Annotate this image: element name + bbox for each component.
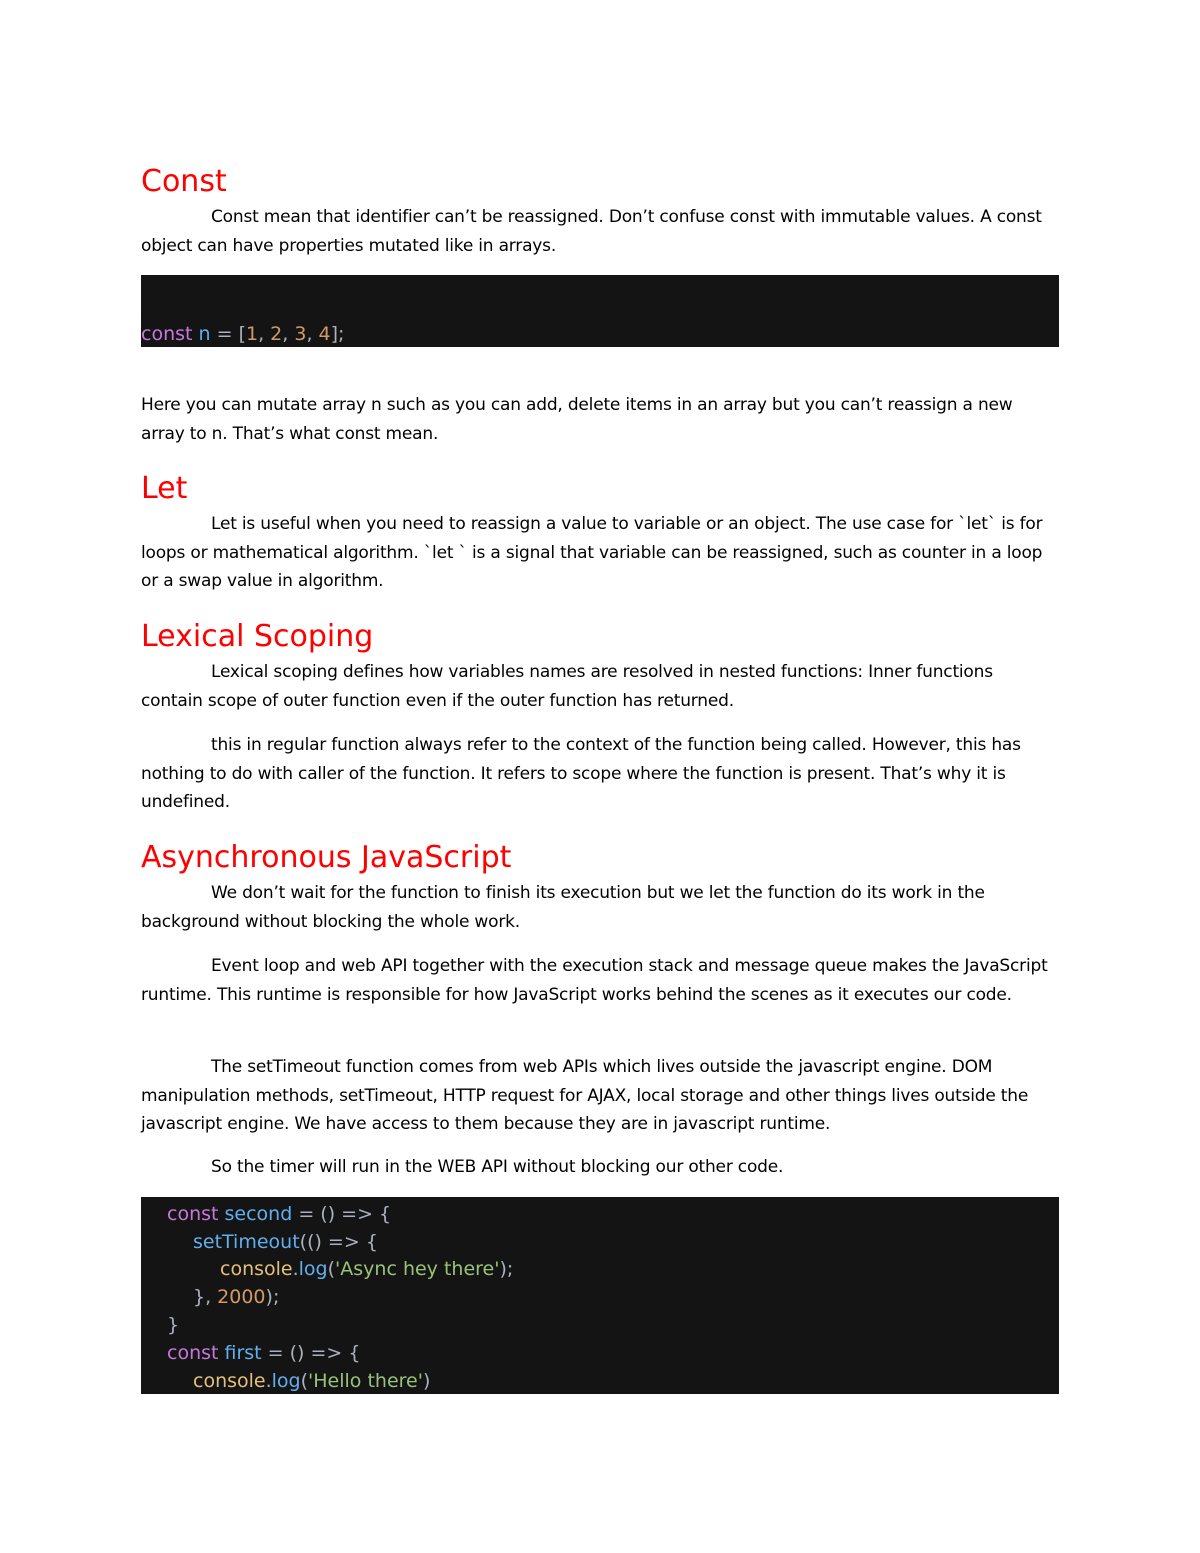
code-punct: ( [327,1258,336,1280]
code-function: setTimeout [193,1231,300,1253]
lexical-paragraph-2: this in regular function always refer to the context of the function being called. However, this has nothing to do with caller of the function. It refers to scope where the function is present. That’s why it is undefined. [141,735,1021,812]
code-punct: , [282,323,295,345]
code-punct: , [258,323,271,345]
code-punct: . [265,1370,272,1392]
code-punct: ); [265,1286,280,1308]
code-line [167,1311,179,1339]
code-line [220,1255,513,1283]
code-variable: n [192,323,211,345]
code-keyword: const [167,1203,219,1225]
code-block-async [141,1197,1059,1394]
code-variable: second [218,1203,293,1225]
async-paragraph-2: Event loop and web API together with the execution stack and message queue makes the JavaScript runtime. This runtime is responsible for how JavaScript works behind the scenes as it executes our code. [141,956,1048,1005]
code-punct: = () => { [261,1342,361,1364]
code-punct: } [167,1314,180,1336]
code-punct: [ [238,323,246,345]
code-string: 'Async hey there' [335,1258,500,1280]
code-object: console [220,1258,293,1280]
async-paragraph-4: So the timer will run in the WEB API without blocking our other code. [211,1157,784,1177]
code-number: 2000 [217,1286,266,1308]
const-paragraph-2: Here you can mutate array n such as you can add, delete items in an array but you can’t reassign a new array to n. That’s what const mean. [141,395,1013,444]
code-number: 2 [270,323,283,345]
code-punct: , [306,323,319,345]
code-keyword: const [141,323,193,345]
heading-const: Const [141,164,227,199]
code-number: 1 [245,323,259,345]
code-function: log [298,1258,328,1280]
code-function: log [271,1370,301,1392]
heading-let: Let [141,471,188,506]
code-keyword: const [167,1342,219,1364]
code-punct: (() => { [299,1231,378,1253]
heading-lexical-scoping: Lexical Scoping [141,619,374,654]
code-string: 'Hello there' [308,1370,423,1392]
code-punct: ) [422,1370,431,1392]
code-line [193,1283,279,1311]
const-paragraph-1: Const mean that identifier can’t be reassigned. Don’t confuse const with immutable values. A const object can have properties mutated like in arrays. [141,207,1042,256]
code-operator: = [210,323,239,345]
lexical-paragraph-1: Lexical scoping defines how variables names are resolved in nested functions: Inner functions contain scope of outer function even if the outer function has returned. [141,662,993,711]
code-punct: . [292,1258,299,1280]
code-variable: first [218,1342,262,1364]
code-punct: ); [499,1258,514,1280]
code-line [193,1228,378,1256]
code-punct: }, [193,1286,218,1308]
code-line [167,1200,391,1228]
code-line [141,320,344,348]
async-paragraph-1: We don’t wait for the function to finish its execution but we let the function do its work in the background without blocking the whole work. [141,883,985,932]
code-punct: ]; [330,323,345,345]
code-number: 3 [294,323,307,345]
code-number: 4 [318,323,331,345]
let-paragraph-1: Let is useful when you need to reassign a value to variable or an object. The use case for `let` is for loops or mathematical algorithm. `let ` is a signal that variable can be reassigned, such as counter in a loop or a swap value in algorithm. [141,514,1043,591]
heading-asynchronous-javascript: Asynchronous JavaScript [141,840,512,875]
code-line [193,1367,430,1395]
code-line [167,1339,360,1367]
code-punct: ( [300,1370,309,1392]
code-punct: = () => { [292,1203,392,1225]
code-block-const [141,275,1059,347]
async-paragraph-3: The setTimeout function comes from web APIs which lives outside the javascript engine. DOM manipulation methods, setTimeout, HTTP request for AJAX, local storage and other things lives outside the javascript engine. We have access to them because they are in javascript runtime. [141,1057,1029,1134]
code-object: console [193,1370,266,1392]
